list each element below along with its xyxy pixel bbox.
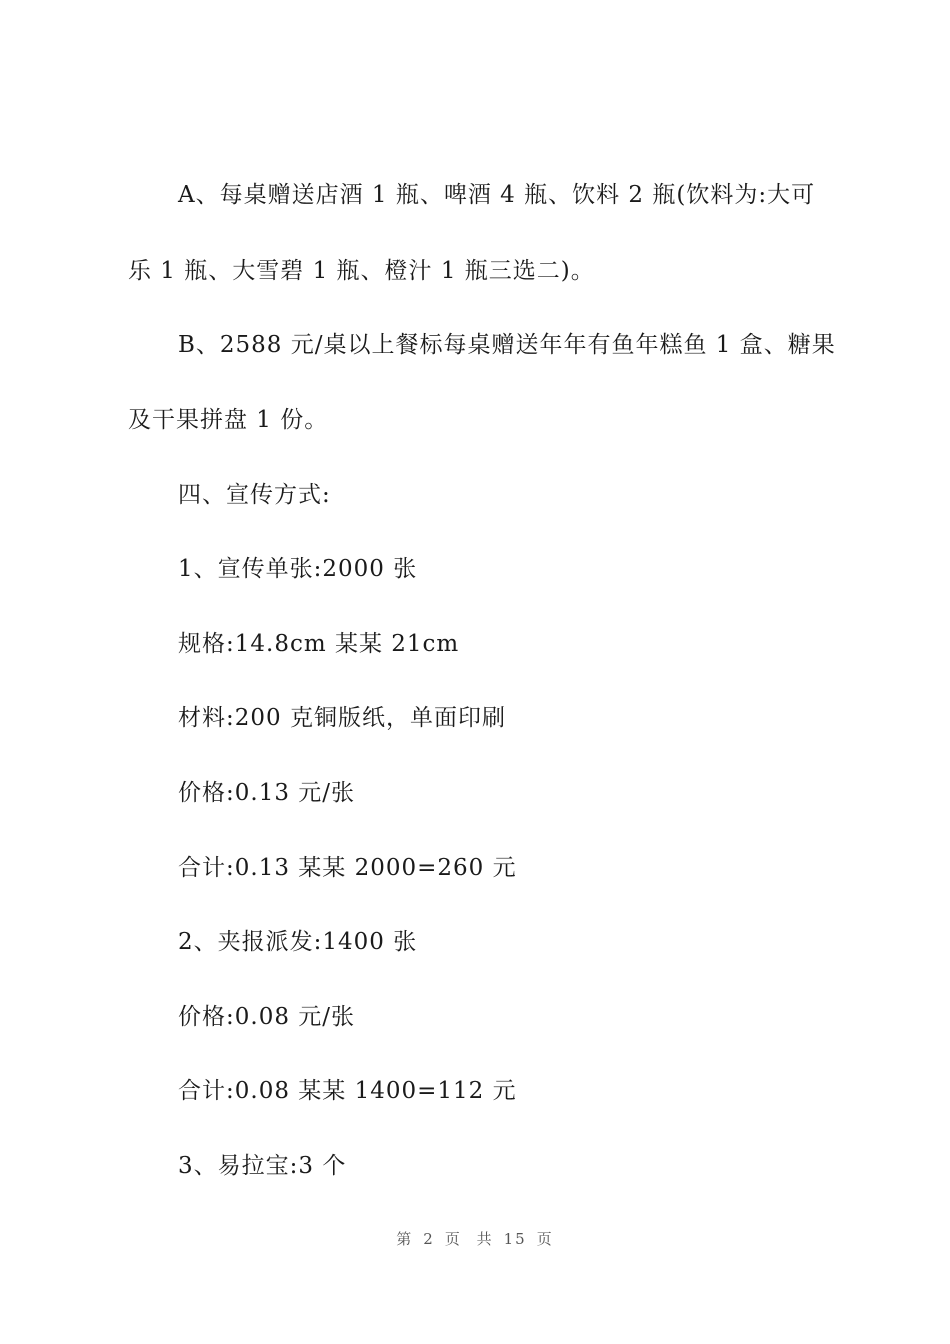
footer-total-pages: 15	[503, 1230, 527, 1248]
paragraph-line-gift-b-cont: 及干果拼盘 1 份。	[128, 407, 329, 433]
list-item-flyer-price: 价格:0.13 元/张	[178, 780, 356, 806]
footer-page-number: 2	[423, 1230, 435, 1248]
list-item-flyer: 1、宣传单张:2000 张	[178, 556, 418, 582]
list-item-flyer-total: 合计:0.13 某某 2000=260 元	[178, 855, 517, 881]
paragraph-line-gift-b: B、2588 元/桌以上餐标每桌赠送年年有鱼年糕鱼 1 盒、糖果	[178, 332, 836, 358]
paragraph-line-gift-a: A、每桌赠送店酒 1 瓶、啤酒 4 瓶、饮料 2 瓶(饮料为:大可	[178, 182, 816, 208]
list-item-flyer-material: 材料:200 克铜版纸，单面印刷	[178, 705, 506, 731]
footer-suffix: 页	[536, 1230, 554, 1248]
footer-middle: 页 共	[444, 1230, 494, 1248]
list-item-insert-price: 价格:0.08 元/张	[178, 1004, 356, 1030]
list-item-flyer-size: 规格:14.8cm 某某 21cm	[178, 631, 460, 657]
list-item-rollup-banner: 3、易拉宝:3 个	[178, 1153, 347, 1179]
paragraph-line-gift-a-cont: 乐 1 瓶、大雪碧 1 瓶、橙汁 1 瓶三选二)。	[128, 258, 595, 284]
page-footer	[0, 1228, 950, 1250]
list-item-newspaper-insert: 2、夹报派发:1400 张	[178, 929, 418, 955]
section-heading-promotion: 四、宣传方式:	[178, 482, 331, 508]
list-item-insert-total: 合计:0.08 某某 1400=112 元	[178, 1078, 517, 1104]
footer-prefix: 第	[396, 1230, 414, 1248]
